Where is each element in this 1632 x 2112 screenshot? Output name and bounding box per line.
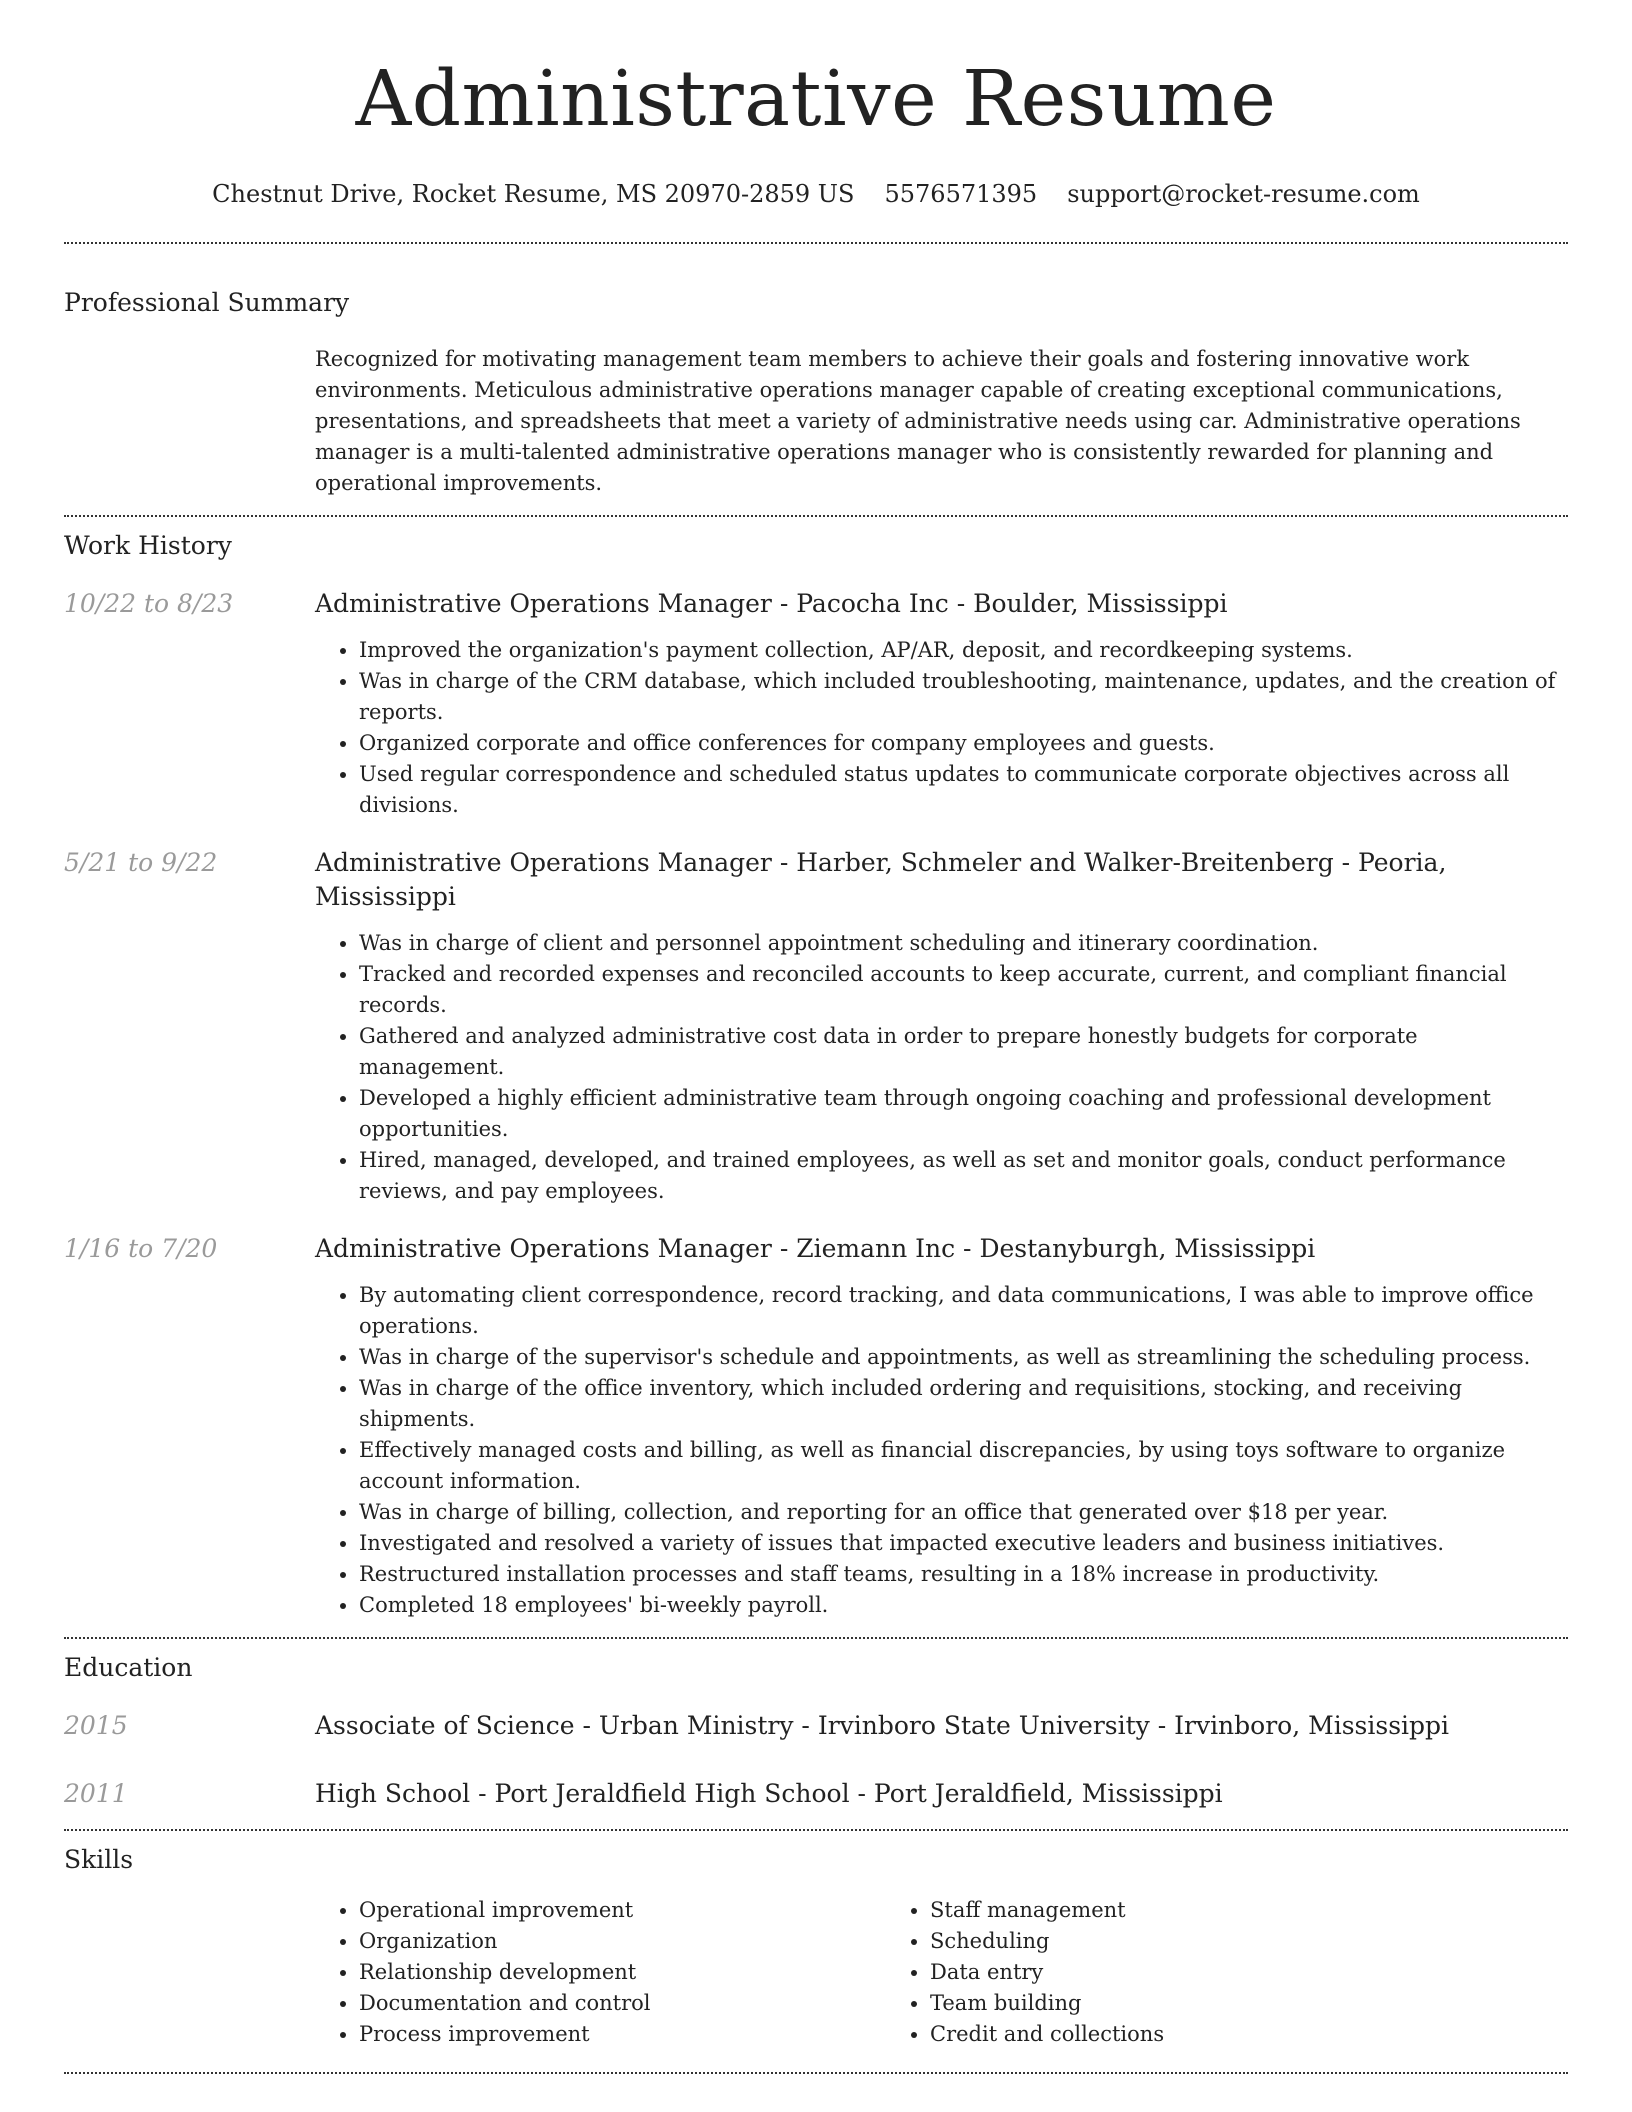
job-bullet: • Used regular correspondence and scheduled status updates to communicate corporate objectives across all divisions. (359, 759, 1568, 821)
job-bullet: • Investigated and resolved a variety of issues that impacted executive leaders and business initiatives. (359, 1528, 1568, 1559)
job-entry (64, 587, 1568, 821)
job-title: Administrative Operations Manager - Harber, Schmeler and Walker-Breitenberg - Peoria, Mississippi (315, 848, 1447, 911)
skills-list (315, 1895, 1568, 2050)
skills-column-right (886, 1895, 1457, 2050)
contact-line (64, 178, 1568, 210)
job-bullets (315, 635, 1568, 821)
skills-heading: Skills (64, 1845, 134, 1874)
job-entry (64, 1232, 1568, 1621)
summary-heading: Professional Summary (64, 288, 350, 317)
summary-text: Recognized for motivating management team members to achieve their goals and fostering innovative work environments. Meticulous administrative operations manager capable of creating exceptional communications, presentations, and spreadsheets that meet a variety of administrative needs using car. Administrative operations manager is a multi-talented administrative operations manager who is consistently rewarded for planning and operational improvements. (315, 347, 1521, 495)
skill-item: • Credit and collections (930, 2019, 1457, 2050)
education-entry (64, 1777, 1568, 1811)
education-degree: High School (315, 1779, 471, 1808)
education-year: 2011 (64, 1779, 128, 1808)
skill-item: • Scheduling (930, 1926, 1457, 1957)
job-bullet: • Was in charge of the supervisor's schedule and appointments, as well as streamlining the scheduling process. (359, 1342, 1568, 1373)
job-title: Administrative Operations Manager - Pacocha Inc - Boulder, Mississippi (315, 589, 1228, 618)
job-bullets (315, 928, 1568, 1207)
skill-item: • Organization (359, 1926, 886, 1957)
job-bullet: • Restructured installation processes and staff teams, resulting in a 18% increase in productivity. (359, 1559, 1568, 1590)
contact-email[interactable]: support@rocket-resume.com (1067, 180, 1420, 208)
section-divider (64, 2072, 1568, 2074)
summary-section (64, 286, 1568, 499)
job-bullet: • Organized corporate and office conferences for company employees and guests. (359, 728, 1568, 759)
job-bullet: • Was in charge of billing, collection, and reporting for an office that generated over $18 per year. (359, 1497, 1568, 1528)
job-dates: 1/16 to 7/20 (64, 1234, 218, 1263)
skill-item: • Team building (930, 1988, 1457, 2019)
section-divider (64, 1637, 1568, 1639)
resume-title: Administrative Resume (355, 55, 1277, 144)
contact-address: Chestnut Drive, Rocket Resume, MS 20970-2859 US (212, 180, 855, 208)
skills-column-left (315, 1895, 886, 2050)
education-year: 2015 (64, 1711, 128, 1740)
job-title: Administrative Operations Manager - Ziemann Inc - Destanyburgh, Mississippi (315, 1234, 1316, 1263)
job-dates: 10/22 to 8/23 (64, 589, 234, 618)
job-bullet: • Improved the organization's payment collection, AP/AR, deposit, and recordkeeping systems. (359, 635, 1568, 666)
education-entry (64, 1709, 1568, 1743)
skill-item: • Process improvement (359, 2019, 886, 2050)
job-bullet: • Gathered and analyzed administrative cost data in order to prepare honestly budgets for corporate management. (359, 1021, 1568, 1083)
skills-section (64, 1843, 1568, 2050)
resume-header (64, 0, 1568, 210)
job-bullet: • Was in charge of the office inventory, which included ordering and requisitions, stocking, and receiving shipments. (359, 1373, 1568, 1435)
job-bullet: • Effectively managed costs and billing, as well as financial discrepancies, by using toys software to organize account information. (359, 1435, 1568, 1497)
job-bullet: • Tracked and recorded expenses and reconciled accounts to keep accurate, current, and compliant financial records. (359, 959, 1568, 1021)
job-dates: 5/21 to 9/22 (64, 848, 218, 877)
section-divider (64, 515, 1568, 517)
skill-item: • Operational improvement (359, 1895, 886, 1926)
skill-item: • Data entry (930, 1957, 1457, 1988)
contact-phone: 5576571395 (884, 180, 1038, 208)
job-bullet: • Hired, managed, developed, and trained employees, as well as set and monitor goals, conduct performance reviews, and pay employees. (359, 1145, 1568, 1207)
job-bullet: • Developed a highly efficient administrative team through ongoing coaching and professional development opportunities. (359, 1083, 1568, 1145)
work-history-section (64, 529, 1568, 1621)
section-divider (64, 1829, 1568, 1831)
education-details: - Urban Ministry - Irvinboro State University - Irvinboro, Mississippi (574, 1711, 1450, 1740)
job-bullets (315, 1280, 1568, 1621)
skill-item: • Relationship development (359, 1957, 886, 1988)
job-bullet: • By automating client correspondence, record tracking, and data communications, I was able to improve office operations. (359, 1280, 1568, 1342)
education-degree: Associate of Science (315, 1711, 575, 1740)
skill-item: • Staff management (930, 1895, 1457, 1926)
job-entry (64, 846, 1568, 1207)
work-history-heading: Work History (64, 531, 232, 560)
job-bullet: • Completed 18 employees' bi-weekly payroll. (359, 1590, 1568, 1621)
education-section (64, 1651, 1568, 1811)
education-details: - Port Jeraldfield High School - Port Jeraldfield, Mississippi (470, 1779, 1223, 1808)
skill-item: • Documentation and control (359, 1988, 886, 2019)
job-bullet: • Was in charge of the CRM database, which included troubleshooting, maintenance, updates, and the creation of reports. (359, 666, 1568, 728)
job-bullet: • Was in charge of client and personnel appointment scheduling and itinerary coordination. (359, 928, 1568, 959)
education-heading: Education (64, 1653, 193, 1682)
section-divider (64, 242, 1568, 244)
